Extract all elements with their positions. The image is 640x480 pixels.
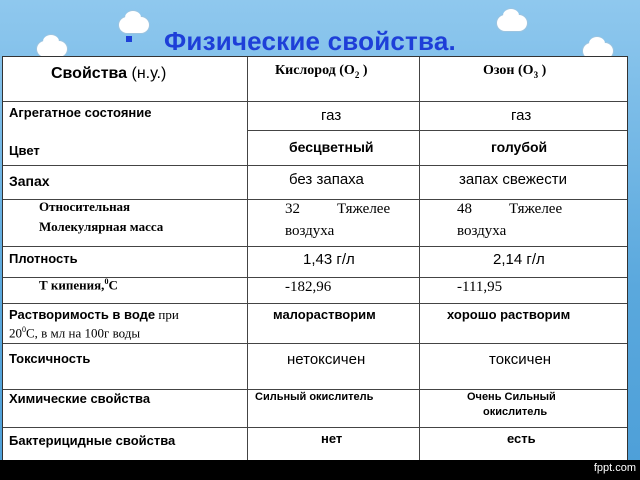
cell-molar-o3-word: Тяжелее	[509, 201, 563, 217]
cell-chemical-o2: Сильный окислитель	[255, 391, 374, 403]
row-label-boiling-text: Т кипения,	[39, 277, 105, 293]
cell-chemical-o3-line2: окислитель	[483, 406, 548, 418]
header-oxygen-end: )	[359, 63, 368, 78]
grid-line	[419, 57, 420, 460]
header-ozone-sub: 3	[533, 69, 539, 80]
cell-molar-o2-word2: воздуха	[285, 223, 335, 239]
properties-table	[2, 56, 628, 462]
cell-smell-o2: без запаха	[289, 171, 364, 188]
slide-title-text: Физические свойства	[164, 26, 449, 56]
cloud-decoration	[496, 14, 528, 32]
row-label-solubility-note: при	[155, 307, 179, 322]
cell-molar-o3-num: 48	[457, 201, 472, 217]
row-label-solubility-text: Растворимость в воде	[9, 307, 156, 322]
cell-bactericidal-o2: нет	[321, 431, 343, 446]
cell-state-o3: газ	[511, 107, 532, 124]
cell-toxicity-o2: нетоксичен	[287, 351, 366, 368]
slide-title-dot: .	[448, 26, 456, 56]
grid-line	[3, 303, 627, 304]
header-properties-suffix: (н.у.)	[127, 65, 167, 82]
row-label-bactericidal: Бактерицидные свойства	[9, 433, 176, 448]
row-label-toxicity: Токсичность	[9, 351, 91, 366]
row-label-state: Агрегатное состояние	[9, 105, 152, 120]
header-oxygen	[275, 63, 367, 80]
cell-color-o2: бесцветный	[289, 139, 374, 155]
row-label-chemical: Химические свойства	[9, 391, 151, 406]
watermark: fppt.com	[593, 462, 636, 474]
header-ozone	[483, 63, 546, 80]
grid-line	[247, 130, 627, 131]
cell-boiling-o3: -111,95	[457, 279, 503, 295]
title-bullet	[126, 36, 132, 42]
cell-toxicity-o3: токсичен	[489, 351, 552, 368]
grid-line	[3, 101, 627, 102]
cell-molar-o2-word: Тяжелее	[337, 201, 391, 217]
cell-density-o3: 2,14 г/л	[493, 251, 545, 268]
row-label-color: Цвет	[9, 143, 40, 158]
header-ozone-end: )	[538, 63, 547, 78]
cell-chemical-o3-line1: Очень Сильный	[467, 391, 556, 403]
cell-solubility-o2: малорастворим	[273, 307, 376, 322]
grid-line	[247, 57, 248, 460]
header-properties	[51, 65, 166, 83]
row-label-boiling-end: С	[108, 277, 118, 293]
cell-molar-o3-word2: воздуха	[457, 223, 507, 239]
header-ozone-text: Озон (О	[483, 63, 534, 78]
row-label-solubility-line2	[9, 325, 140, 341]
grid-line	[3, 427, 627, 428]
row-label-density: Плотность	[9, 251, 78, 266]
row-label-solubility	[9, 307, 179, 323]
row-label-molar-2: Молекулярная масса	[39, 219, 164, 234]
cell-smell-o3: запах свежести	[459, 171, 567, 188]
row-label-boiling	[39, 277, 118, 293]
cell-density-o2: 1,43 г/л	[303, 251, 355, 268]
cell-molar-o2-num: 32	[285, 201, 300, 217]
cell-boiling-o2: -182,96	[285, 279, 332, 295]
cell-bactericidal-o3: есть	[507, 431, 536, 446]
grid-line	[3, 389, 627, 390]
header-oxygen-text: Кислород (О	[275, 63, 355, 78]
footer-bar	[0, 460, 640, 480]
row-label-solubility-sup: 0	[22, 325, 26, 334]
header-properties-label: Свойства	[51, 65, 128, 82]
row-label-boiling-sup: 0	[104, 277, 109, 286]
cell-state-o2: газ	[321, 107, 342, 124]
cell-solubility-o3: хорошо растворим	[447, 307, 571, 322]
grid-line	[3, 343, 627, 344]
cloud-decoration	[118, 16, 150, 34]
row-label-solubility-end: С, в мл на 100г воды	[26, 325, 141, 341]
row-label-solubility-temp: 20	[9, 325, 22, 341]
grid-line	[3, 165, 627, 166]
slide-title	[164, 26, 456, 57]
row-label-molar-1: Относительная	[39, 199, 131, 214]
cell-color-o3: голубой	[491, 139, 548, 155]
row-label-smell: Запах	[9, 173, 50, 189]
grid-line	[3, 246, 627, 247]
header-oxygen-sub: 2	[354, 69, 360, 80]
